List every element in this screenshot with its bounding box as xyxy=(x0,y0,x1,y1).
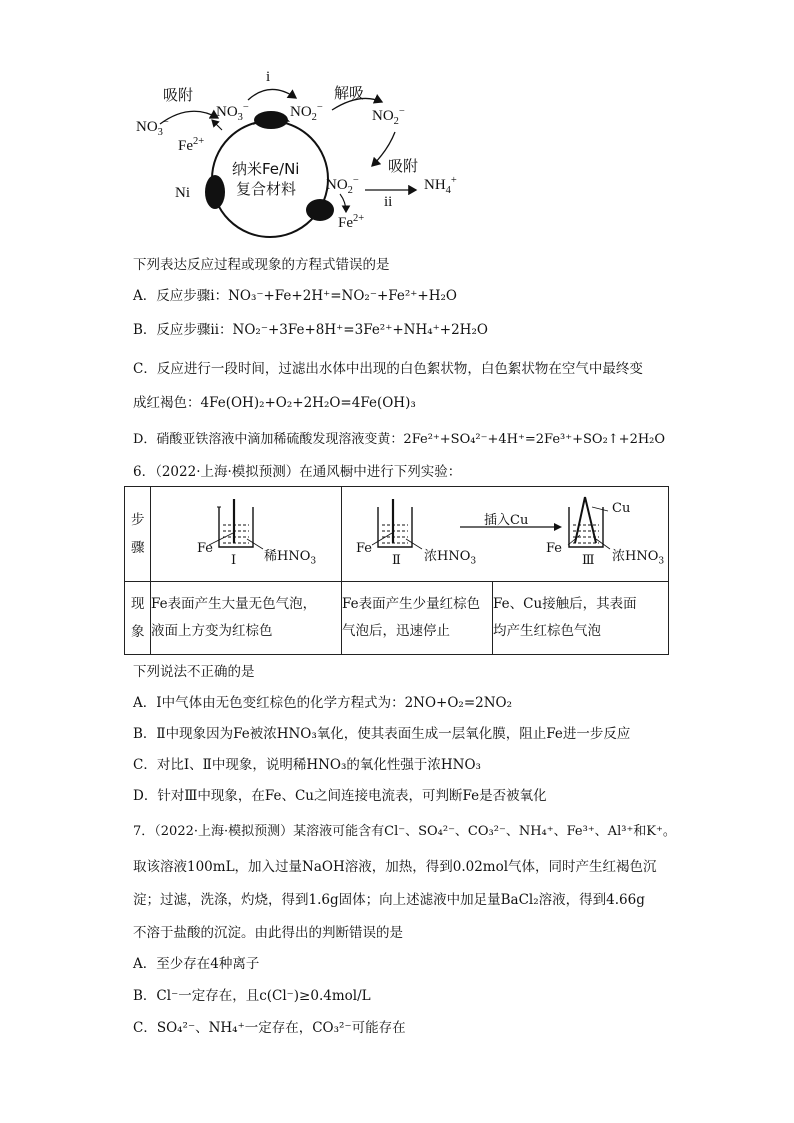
q7-option-b: B．Cl⁻一定存在，且c(Cl⁻)≥0.4mol/L xyxy=(133,988,371,1004)
species-nh4: $NH_4^+$ xyxy=(424,175,457,196)
row-header-phenomena: 现象 xyxy=(125,582,151,655)
fig1-roman: Ⅰ xyxy=(231,553,237,568)
fe2-arrow-top xyxy=(212,120,222,130)
q6-option-d: D．针对Ⅲ中现象，在Fe、Cu之间连接电流表，可判断Fe是否被氧化 xyxy=(133,788,547,804)
beaker-1-figure xyxy=(151,487,341,581)
species-fe2-bottom: $Fe^{2+}$ xyxy=(338,213,365,231)
fig2-roman: Ⅱ xyxy=(392,553,401,568)
sphere-label-line2: 复合材料 xyxy=(236,180,297,198)
observation-3: Fe、Cu接触后，其表面 均产生红棕色气泡 xyxy=(493,582,669,655)
q7-line1: 7．（2022·上海·模拟预测）某溶液可能含有Cl⁻、SO₄²⁻、CO₃²⁻、NH₄⁺、Fe³⁺、Al³⁺和K⁺。 xyxy=(133,824,676,839)
fig3-acid-label: 浓$HNO_3$ xyxy=(612,549,665,567)
label-adsorb-2: 吸附 xyxy=(388,159,419,175)
q6-stem: 6．（2022·上海·模拟预测）在通风橱中进行下列实验： xyxy=(133,464,462,480)
q6-option-c: C．对比Ⅰ、Ⅱ中现象，说明稀HNO₃的氧化性强于浓HNO₃ xyxy=(133,757,481,773)
q5-option-d: D．硝酸亚铁溶液中滴加稀硫酸发现溶液变黄：2Fe²⁺+SO₄²⁻+4H⁺=2Fe³⁺+SO₂↑+2H₂O xyxy=(133,432,666,447)
ni-cap-left xyxy=(205,175,225,209)
species-no3-adsorbed: $NO_3^-$ xyxy=(216,102,249,123)
step-cell-1 xyxy=(151,487,342,582)
species-fe2-top: $Fe^{2+}$ xyxy=(178,136,205,154)
fig3-fe-label: Fe xyxy=(546,541,563,556)
species-no2-free: $NO_2^-$ xyxy=(372,106,405,127)
fig2-acid-label: 浓$HNO_3$ xyxy=(424,549,477,567)
fig1-acid-label: 稀$HNO_3$ xyxy=(264,549,317,567)
q7-line4: 不溶于盐酸的沉淀。由此得出的判断错误的是 xyxy=(133,925,403,941)
q5-stem: 下列表达反应过程或现象的方程式错误的是 xyxy=(133,257,390,273)
observation-2: Fe表面产生少量红棕色 气泡后，迅速停止 xyxy=(342,582,493,655)
sphere-label-line1: 纳米Fe/Ni xyxy=(232,160,300,178)
q7-option-a: A．至少存在4种离子 xyxy=(133,956,260,972)
species-no2-adsorbed: $NO_2^-$ xyxy=(290,102,323,123)
label-step-ii: ii xyxy=(384,194,393,210)
fig2-arrow-label: 插入Cu xyxy=(484,513,529,528)
step-i-arrow xyxy=(248,89,296,100)
q6-option-a: A．Ⅰ中气体由无色变红棕色的化学方程式为：2NO+O₂=2NO₂ xyxy=(133,695,513,711)
experiment-table xyxy=(124,486,669,655)
label-step-i: i xyxy=(266,69,271,85)
fe2-arrow-bottom xyxy=(340,194,346,212)
label-ni: Ni xyxy=(175,185,190,201)
fig3-roman: Ⅲ xyxy=(582,553,595,568)
q7-line3: 淀；过滤，洗涤，灼烧，得到1.6g固体；向上述滤液中加足量BaCl₂溶液，得到4.66g xyxy=(133,892,645,908)
fig1-fe-label: Fe xyxy=(197,541,214,556)
q6-option-b: B．Ⅱ中现象因为Fe被浓HNO₃氧化，使其表面生成一层氧化膜，阻止Fe进一步反应 xyxy=(133,726,631,742)
ni-cap-bottom xyxy=(306,199,334,221)
step-cell-2-3 xyxy=(342,487,669,582)
species-no2-bottom: $NO_2^-$ xyxy=(326,175,359,196)
q5-option-c-line1: C．反应进行一段时间，过滤出水体中出现的白色絮状物，白色絮状物在空气中最终变 xyxy=(133,361,643,377)
species-no3-free: $NO_3^-$ xyxy=(136,117,169,138)
observation-1: Fe表面产生大量无色气泡， 液面上方变为红棕色 xyxy=(151,582,342,655)
fig2-fe-label: Fe xyxy=(356,541,373,556)
q5-option-a: A．反应步骤ⅰ：NO₃⁻+Fe+2H⁺=NO₂⁻+Fe²⁺+H₂O xyxy=(133,288,457,304)
q7-option-c: C．SO₄²⁻、NH₄⁺一定存在，CO₃²⁻可能存在 xyxy=(133,1020,406,1036)
label-desorb: 解吸 xyxy=(334,86,365,102)
q5-option-c-line2: 成红褐色：4Fe(OH)₂+O₂+2H₂O=4Fe(OH)₃ xyxy=(133,395,416,411)
q5-option-b: B．反应步骤ⅱ：NO₂⁻+3Fe+8H⁺=3Fe²⁺+NH₄⁺+2H₂O xyxy=(133,322,488,338)
ni-cap-top-fill xyxy=(254,111,288,129)
q6-after-stem: 下列说法不正确的是 xyxy=(133,664,255,680)
row-header-steps: 步骤 xyxy=(125,487,151,582)
fig3-cu-label: Cu xyxy=(612,501,631,516)
label-adsorb-1: 吸附 xyxy=(163,88,194,104)
q7-line2: 取该溶液100mL，加入过量NaOH溶液，加热，得到0.02mol气体，同时产生红褐色沉 xyxy=(133,859,657,875)
